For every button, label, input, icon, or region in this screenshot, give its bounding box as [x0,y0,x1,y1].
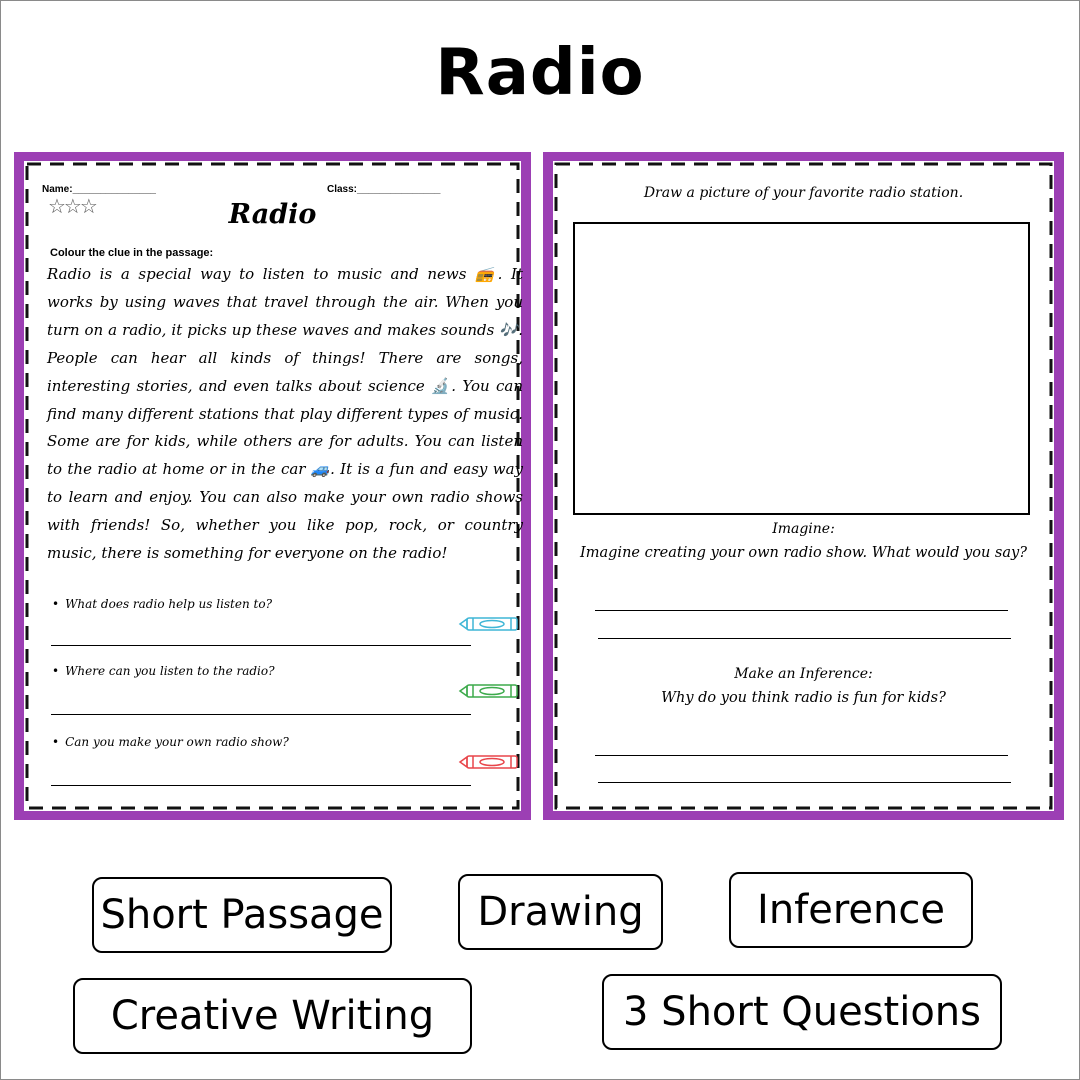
writing-line[interactable] [595,755,1008,756]
worksheet-activity-page [543,152,1064,820]
question-text: Where can you listen to the radio? [65,664,275,678]
worksheet-title: Radio [228,199,317,230]
bullet-icon: • [52,735,60,749]
writing-line[interactable] [598,782,1011,783]
drawing-prompt: Draw a picture of your favorite radio station. [643,185,964,201]
crayon-icon [458,683,520,699]
answer-line[interactable] [51,785,471,786]
name-field-label: Name:_______________ [42,184,156,195]
bullet-icon: • [52,597,60,611]
tag-inference: Inference [729,872,973,948]
bullet-icon: • [52,664,60,678]
tag-short-passage: Short Passage [92,877,392,953]
crayon-icon [458,754,520,770]
imagine-question: Imagine creating your own radio show. What would you say? [580,545,1027,561]
question-text: What does radio help us listen to? [65,597,273,611]
answer-line[interactable] [51,714,471,715]
tag-short-questions: 3 Short Questions [602,974,1002,1050]
worksheet-paper [24,161,521,811]
inference-label: Make an Inference: [734,666,873,682]
instruction-text: Colour the clue in the passage: [50,247,214,259]
page-title: Radio [435,36,645,110]
imagine-label: Imagine: [772,521,835,537]
tag-drawing: Drawing [458,874,663,950]
question-2 [52,664,275,678]
class-field-label: Class:_______________ [327,184,441,195]
worksheet-passage-page [14,152,531,820]
tag-creative-writing: Creative Writing [73,978,472,1054]
rating-stars-icon: ☆☆☆ [48,196,96,218]
question-3 [52,735,289,749]
writing-line[interactable] [598,638,1011,639]
answer-line[interactable] [51,645,471,646]
crayon-icon [458,616,520,632]
question-text: Can you make your own radio show? [65,735,289,749]
writing-line[interactable] [595,610,1008,611]
drawing-area[interactable] [573,222,1030,515]
question-1 [52,597,272,611]
inference-question: Why do you think radio is fun for kids? [661,690,946,706]
reading-passage: Radio is a special way to listen to music and news 📻. It works by using waves that travel through the air. When you turn on a radio, it picks up these waves and makes sounds 🎶. People can hear all kinds of things! There are songs, interesting stories, and even talks about science 🔬. You can find many different stations that play different types of music. Some are for kids, while others are for adults. You can listen to the radio at home or in the car 🚙. It is a fun and easy way to learn and enjoy. You can also make your own radio shows with friends! So, whether you like pop, rock, or country music, there is something for everyone on the radio! [47,265,523,563]
worksheet-paper [553,161,1054,811]
